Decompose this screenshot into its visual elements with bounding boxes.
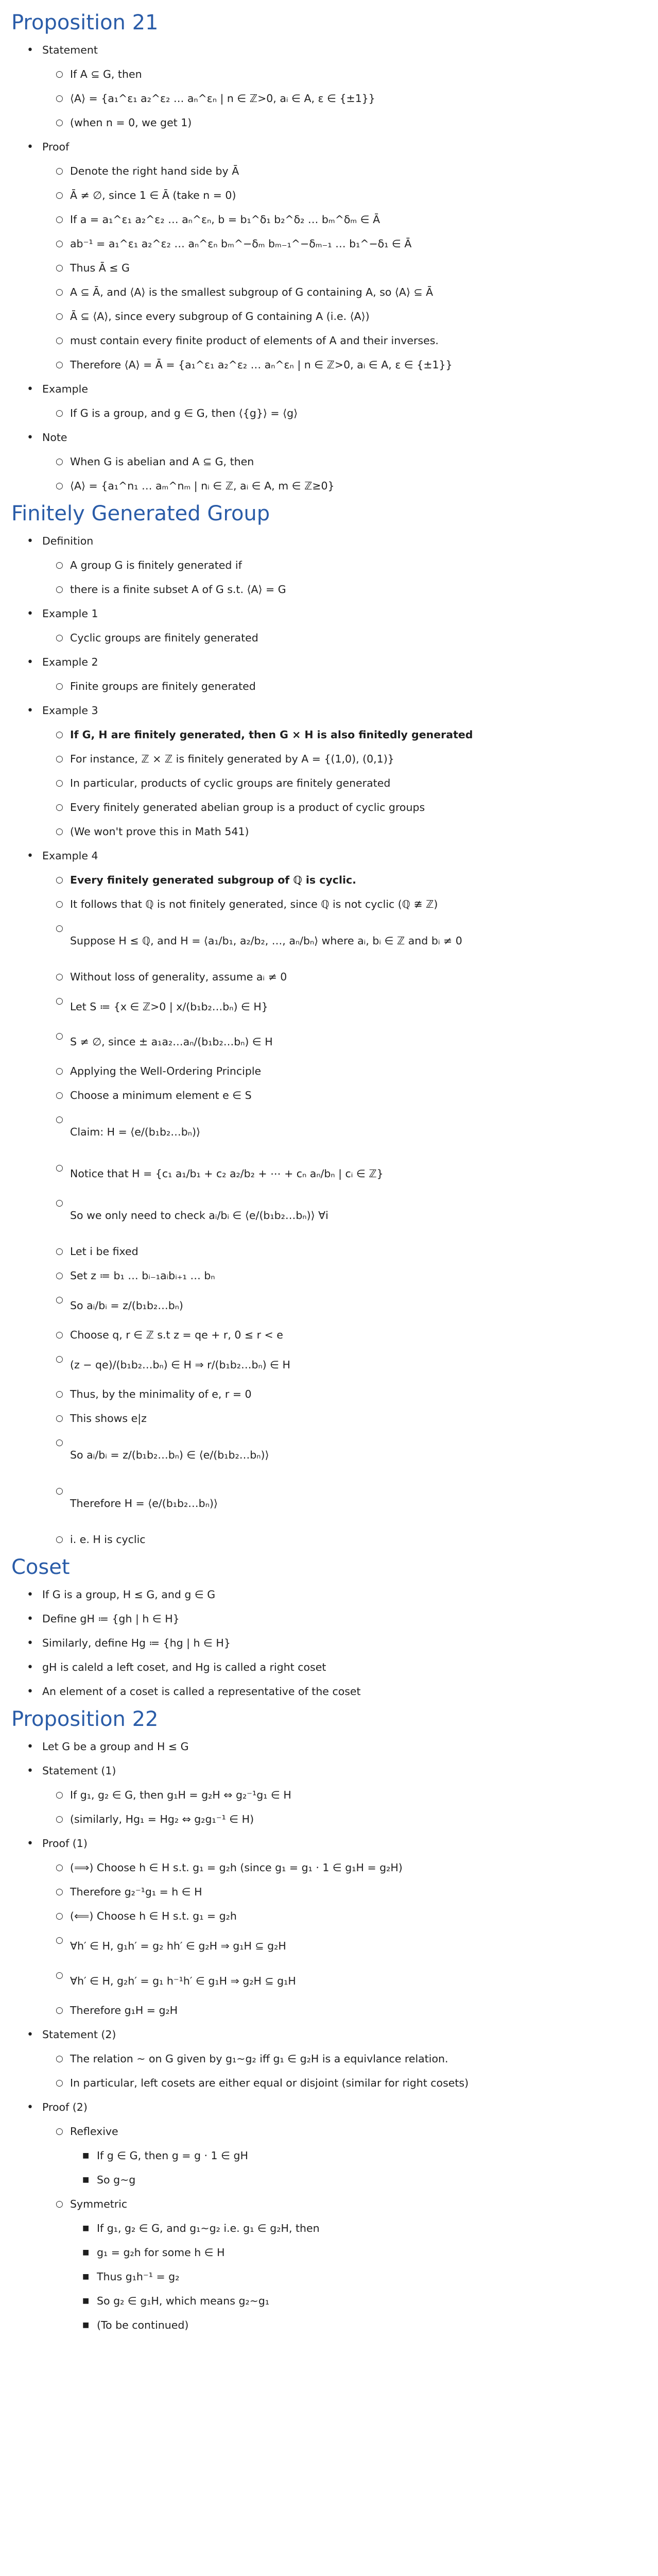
list-item: ○ Therefore ⟨A⟩ = Ā = {a₁^ε₁ a₂^ε₂ … aₙ^εₙ | n ∈ ℤ>0, aᵢ ∈ A, ε ∈ {±1}} [42,353,647,377]
list-item: • Example 2 ○ Finite groups are finitely generated [11,650,647,699]
list-item: ○ Claim: H = ⟨e/(b₁b₂…bₙ)⟩ [42,1108,647,1156]
list-item: ○ Therefore H = ⟨e/(b₁b₂…bₙ)⟩ [42,1479,647,1528]
list-item: ○ Reflexive ■ If g ∈ G, then g = g · 1 ∈ gH ■ So g~g [42,2120,647,2192]
section-title-proposition-21: Proposition 21 [11,11,159,35]
list-item: ○ In particular, left cosets are either equal or disjoint (similar for right cosets) [42,2071,647,2095]
list-item: ○ Let i be fixed [42,1240,647,1264]
list-item: ○ ⟨A⟩ = {a₁^n₁ … aₘ^nₘ | nᵢ ∈ ℤ, aᵢ ∈ A, m ∈ ℤ≥0} [42,474,647,498]
list-item: ○ (⟸) Choose h ∈ H s.t. g₁ = g₂h [42,1904,647,1928]
list-item: ○ Notice that H = {c₁ a₁/b₁ + c₂ a₂/b₂ + ⋯ + cₙ aₙ/bₙ | cᵢ ∈ ℤ} [42,1156,647,1191]
list-item: ○ Cyclic groups are finitely generated [42,626,647,650]
proposition-21-list [11,38,647,498]
list-item: ○ It follows that ℚ is not finitely generated, since ℚ is not cyclic (ℚ ≇ ℤ) [42,892,647,917]
list-item: • Proof (2) ○ Reflexive ■ If g ∈ G, then g = g · 1 ∈ gH ■ So g~g ○ Symmetric ■ If g₁, g₂ ∈ G, and g₁~g₂ i.e. g₁ ∈ g₂H, then ■ g₁ = g₂h for some h ∈ H ■ Thus g₁h⁻¹ = g₂ ■ So g₂ ∈ g₁H, which means g₂~g₁ ■ (To be continued) [11,2095,647,2337]
list-item: • Define gH ≔ {gh | h ∈ H} [11,1607,647,1631]
list-item: ○ ⟨A⟩ = {a₁^ε₁ a₂^ε₂ … aₙ^εₙ | n ∈ ℤ>0, aᵢ ∈ A, ε ∈ {±1}} [42,87,647,111]
list-item: ■ g₁ = g₂h for some h ∈ H [70,2241,647,2265]
list-item: ○ must contain every finite product of elements of A and their inverses. [42,329,647,353]
list-item: ○ ∀h′ ∈ H, g₁h′ = g₂ hh′ ∈ g₂H ⇒ g₁H ⊆ g₂H [42,1928,647,1963]
list-item: ○ In particular, products of cyclic groups are finitely generated [42,771,647,795]
list-item: ○ So we only need to check aᵢ/bᵢ ∈ ⟨e/(b₁b₂…bₙ)⟩ ∀i [42,1191,647,1240]
list-item: ○ Finite groups are finitely generated [42,674,647,699]
list-item: ○ If G, H are finitely generated, then G × H is also finitedly generated [42,723,647,747]
list-item: ■ Thus g₁h⁻¹ = g₂ [70,2265,647,2289]
list-item: ○ A ⊆ Ā, and ⟨A⟩ is the smallest subgroup of G containing A, so ⟨A⟩ ⊆ Ā [42,280,647,304]
list-item: • Similarly, define Hg ≔ {hg | h ∈ H} [11,1631,647,1655]
list-item: • Example 1 ○ Cyclic groups are finitely generated [11,602,647,650]
list-item: ○ Choose a minimum element e ∈ S [42,1083,647,1108]
list-item: • If G is a group, H ≤ G, and g ∈ G [11,1583,647,1607]
list-item: ○ If a = a₁^ε₁ a₂^ε₂ … aₙ^εₙ, b = b₁^δ₁ b₂^δ₂ … bₘ^δₘ ∈ Ā [42,208,647,232]
section-title-coset: Coset [11,1555,70,1579]
list-item: ○ ∀h′ ∈ H, g₂h′ = g₁ h⁻¹h′ ∈ g₁H ⇒ g₂H ⊆ g₁H [42,1963,647,1998]
list-item: ○ (We won't prove this in Math 541) [42,820,647,844]
list-item: ○ Ā ≠ ∅, since 1 ∈ Ā (take n = 0) [42,183,647,208]
list-item: ○ (similarly, Hg₁ = Hg₂ ⇔ g₂g₁⁻¹ ∈ H) [42,1807,647,1832]
list-item: ○ Therefore g₂⁻¹g₁ = h ∈ H [42,1880,647,1904]
list-item: ○ The relation ~ on G given by g₁~g₂ iff g₁ ∈ g₂H is a equivlance relation. [42,2047,647,2071]
list-item: • Proof ○ Denote the right hand side by Ā ○ Ā ≠ ∅, since 1 ∈ Ā (take n = 0) ○ If a = a₁^ε₁ a₂^ε₂ … aₙ^εₙ, b = b₁^δ₁ b₂^δ₂ … bₘ^δₘ ∈ Ā ○ ab⁻¹ = a₁^ε₁ a₂^ε₂ … aₙ^εₙ bₘ^−δₘ bₘ₋₁^−δₘ₋₁ … b₁^−δ₁ ∈ Ā ○ Thus Ā ≤ G ○ A ⊆ Ā, and ⟨A⟩ is the smallest subgroup of G containing A, so ⟨A⟩ ⊆ Ā ○ Ā ⊆ ⟨A⟩, since every subgroup of G containing A (i.e. ⟨A⟩) ○ must contain every finite product of elements of A and their inverses. ○ Therefore ⟨A⟩ = Ā = {a₁^ε₁ a₂^ε₂ … aₙ^εₙ | n ∈ ℤ>0, aᵢ ∈ A, ε ∈ {±1}} [11,135,647,377]
list-item: ○ So aᵢ/bᵢ = z/(b₁b₂…bₙ) ∈ ⟨e/(b₁b₂…bₙ)⟩ [42,1431,647,1479]
list-item: ○ If A ⊆ G, then [42,62,647,87]
proposition-22-list [11,1735,647,2337]
list-item: ○ i. e. H is cyclic [42,1528,647,1552]
list-item: ○ Denote the right hand side by Ā [42,159,647,183]
list-item: • Example 3 ○ If G, H are finitely generated, then G × H is also finitedly generated ○ For instance, ℤ × ℤ is finitely generated by A = {(1,0), (0,1)} ○ In particular, products of cyclic groups are finitely generated ○ Every finitely generated abelian group is a product of cyclic groups ○ (We won't prove this in Math 541) [11,699,647,844]
list-item: ○ When G is abelian and A ⊆ G, then [42,450,647,474]
list-item: ○ Applying the Well-Ordering Principle [42,1059,647,1083]
list-item: • gH is caleld a left coset, and Hg is called a right coset [11,1655,647,1680]
section-title-finitely-generated-group: Finitely Generated Group [11,502,270,526]
list-item: • Example 4 ○ Every finitely generated subgroup of ℚ is cyclic. ○ It follows that ℚ is not finitely generated, since ℚ is not cyclic (ℚ ≇ ℤ) ○ Suppose H ≤ ℚ, and H = ⟨a₁/b₁, a₂/b₂, …, aₙ/bₙ⟩ where aᵢ, bᵢ ∈ ℤ and bᵢ ≠ 0 ○ Without loss of generality, assume aᵢ ≠ 0 ○ Let S ≔ {x ∈ ℤ>0 | x/(b₁b₂…bₙ) ∈ H} ○ S ≠ ∅, since ± a₁a₂…aₙ/(b₁b₂…bₙ) ∈ H ○ Applying the Well-Ordering Principle ○ Choose a minimum element e ∈ S ○ Claim: H = ⟨e/(b₁b₂…bₙ)⟩ ○ Notice that H = {c₁ a₁/b₁ + c₂ a₂/b₂ + ⋯ + cₙ aₙ/bₙ | cᵢ ∈ ℤ} ○ So we only need to check aᵢ/bᵢ ∈ ⟨e/(b₁b₂…bₙ)⟩ ∀i ○ Let i be fixed ○ Set z ≔ b₁ … bᵢ₋₁aᵢbᵢ₊₁ … bₙ ○ So aᵢ/bᵢ = z/(b₁b₂…bₙ) ○ Choose q, r ∈ ℤ s.t z = qe + r, 0 ≤ r < e ○ (z − qe)/(b₁b₂…bₙ) ∈ H ⇒ r/(b₁b₂…bₙ) ∈ H ○ Thus, by the minimality of e, r = 0 ○ This shows e|z ○ So aᵢ/bᵢ = z/(b₁b₂…bₙ) ∈ ⟨e/(b₁b₂…bₙ)⟩ ○ Therefore H = ⟨e/(b₁b₂…bₙ)⟩ ○ i. e. H is cyclic [11,844,647,1552]
list-item: • Definition ○ A group G is finitely generated if ○ there is a finite subset A of G s.t. ⟨A⟩ = G [11,529,647,602]
list-item: ○ If g₁, g₂ ∈ G, then g₁H = g₂H ⇔ g₂⁻¹g₁ ∈ H [42,1783,647,1807]
list-item: ○ (z − qe)/(b₁b₂…bₙ) ∈ H ⇒ r/(b₁b₂…bₙ) ∈ H [42,1347,647,1382]
list-item: ■ If g₁, g₂ ∈ G, and g₁~g₂ i.e. g₁ ∈ g₂H, then [70,2216,647,2241]
list-item: • Statement ○ If A ⊆ G, then ○ ⟨A⟩ = {a₁^ε₁ a₂^ε₂ … aₙ^εₙ | n ∈ ℤ>0, aᵢ ∈ A, ε ∈ {±1}} ○ (when n = 0, we get 1) [11,38,647,135]
list-item: ○ Set z ≔ b₁ … bᵢ₋₁aᵢbᵢ₊₁ … bₙ [42,1264,647,1288]
list-item: • An element of a coset is called a representative of the coset [11,1680,647,1704]
list-item: ○ (when n = 0, we get 1) [42,111,647,135]
list-item: • Example ○ If G is a group, and g ∈ G, then ⟨{g}⟩ = ⟨g⟩ [11,377,647,426]
list-item: ○ For instance, ℤ × ℤ is finitely generated by A = {(1,0), (0,1)} [42,747,647,771]
list-item: ○ Suppose H ≤ ℚ, and H = ⟨a₁/b₁, a₂/b₂, …, aₙ/bₙ⟩ where aᵢ, bᵢ ∈ ℤ and bᵢ ≠ 0 [42,917,647,965]
list-item: ○ ab⁻¹ = a₁^ε₁ a₂^ε₂ … aₙ^εₙ bₘ^−δₘ bₘ₋₁^−δₘ₋₁ … b₁^−δ₁ ∈ Ā [42,232,647,256]
list-item: ○ So aᵢ/bᵢ = z/(b₁b₂…bₙ) [42,1288,647,1323]
list-item: ■ If g ∈ G, then g = g · 1 ∈ gH [70,2144,647,2168]
list-item: ○ Ā ⊆ ⟨A⟩, since every subgroup of G containing A (i.e. ⟨A⟩) [42,304,647,329]
list-item: ○ A group G is finitely generated if [42,553,647,578]
list-item: ○ This shows e|z [42,1406,647,1431]
list-item: ○ Every finitely generated subgroup of ℚ is cyclic. [42,868,647,892]
list-item: • Proof (1) ○ (⟹) Choose h ∈ H s.t. g₁ = g₂h (since g₁ = g₁ · 1 ∈ g₁H = g₂H) ○ Therefore g₂⁻¹g₁ = h ∈ H ○ (⟸) Choose h ∈ H s.t. g₁ = g₂h ○ ∀h′ ∈ H, g₁h′ = g₂ hh′ ∈ g₂H ⇒ g₁H ⊆ g₂H ○ ∀h′ ∈ H, g₂h′ = g₁ h⁻¹h′ ∈ g₁H ⇒ g₂H ⊆ g₁H ○ Therefore g₁H = g₂H [11,1832,647,2023]
list-item: • Statement (2) ○ The relation ~ on G given by g₁~g₂ iff g₁ ∈ g₂H is a equivlance relation. ○ In particular, left cosets are either equal or disjoint (similar for right cosets) [11,2023,647,2095]
coset-list [11,1583,647,1704]
finitely-generated-list [11,529,647,1552]
list-item: ○ S ≠ ∅, since ± a₁a₂…aₙ/(b₁b₂…bₙ) ∈ H [42,1024,647,1059]
list-item: ○ Every finitely generated abelian group is a product of cyclic groups [42,795,647,820]
list-item: ○ Thus Ā ≤ G [42,256,647,280]
list-item: ○ Choose q, r ∈ ℤ s.t z = qe + r, 0 ≤ r < e [42,1323,647,1347]
list-item: ○ (⟹) Choose h ∈ H s.t. g₁ = g₂h (since g₁ = g₁ · 1 ∈ g₁H = g₂H) [42,1856,647,1880]
list-item: ○ Without loss of generality, assume aᵢ ≠ 0 [42,965,647,989]
list-item: • Note ○ When G is abelian and A ⊆ G, then ○ ⟨A⟩ = {a₁^n₁ … aₘ^nₘ | nᵢ ∈ ℤ, aᵢ ∈ A, m ∈ ℤ≥0} [11,426,647,498]
list-item: ○ If G is a group, and g ∈ G, then ⟨{g}⟩ = ⟨g⟩ [42,401,647,426]
list-item: ■ So g~g [70,2168,647,2192]
section-title-proposition-22: Proposition 22 [11,1707,159,1731]
list-item: ○ Thus, by the minimality of e, r = 0 [42,1382,647,1406]
list-item: ○ Let S ≔ {x ∈ ℤ>0 | x/(b₁b₂…bₙ) ∈ H} [42,989,647,1024]
list-item: • Let G be a group and H ≤ G [11,1735,647,1759]
list-item: ○ there is a finite subset A of G s.t. ⟨A⟩ = G [42,578,647,602]
list-item: ○ Symmetric ■ If g₁, g₂ ∈ G, and g₁~g₂ i.e. g₁ ∈ g₂H, then ■ g₁ = g₂h for some h ∈ H ■ Thus g₁h⁻¹ = g₂ ■ So g₂ ∈ g₁H, which means g₂~g₁ ■ (To be continued) [42,2192,647,2337]
list-item: ■ So g₂ ∈ g₁H, which means g₂~g₁ [70,2289,647,2313]
list-item: ■ (To be continued) [70,2313,647,2337]
list-item: • Statement (1) ○ If g₁, g₂ ∈ G, then g₁H = g₂H ⇔ g₂⁻¹g₁ ∈ H ○ (similarly, Hg₁ = Hg₂ ⇔ g₂g₁⁻¹ ∈ H) [11,1759,647,1832]
list-item: ○ Therefore g₁H = g₂H [42,1998,647,2023]
